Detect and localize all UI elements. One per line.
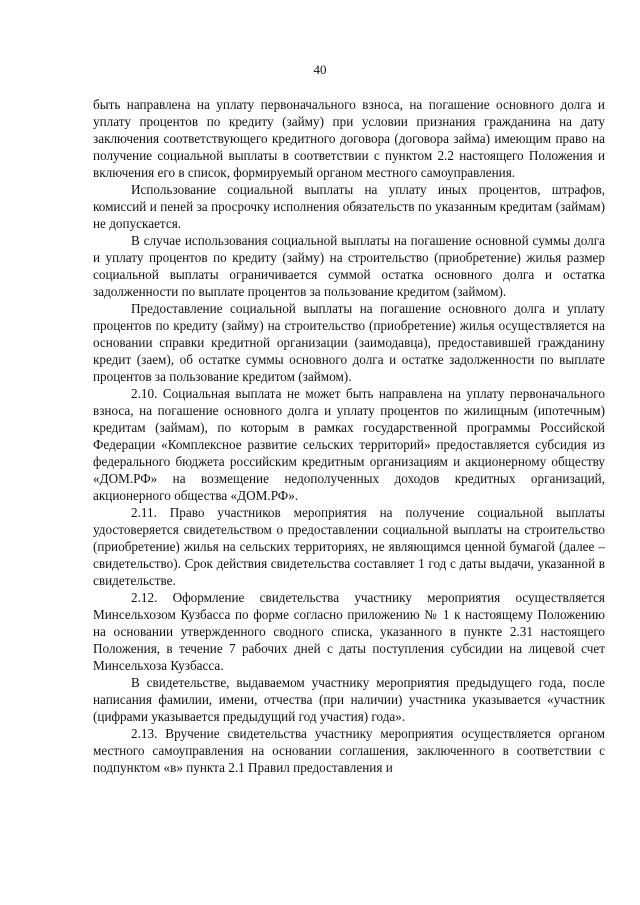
paragraph-2-11: 2.11. Право участников мероприятия на получение социальной выплаты удостоверяется свидетельством о предоставлении социальной выплаты на строительство (приобретение) жилья на сельских территориях, не являющимся ценной бумагой (далее – свидетельство). Срок действия свидетельства составляет 1 год с даты выдачи, указанной в свидетельстве. bbox=[93, 505, 605, 588]
paragraph-2-12: 2.12. Оформление свидетельства участнику мероприятия осуществляется Минсельхозом Кузбасса по форме согласно приложению № 1 к настоящему Положению на основании утвержденного сводного списка, указанного в пункте 2.31 настоящего Положения, в течение 7 рабочих дней с даты поступления субсидии на лицевой счет Минсельхоза Кузбасса. bbox=[93, 590, 605, 673]
paragraph-other-fees: Использование социальной выплаты на уплату иных процентов, штрафов, комиссий и пеней за просрочку исполнения обязательств по указанным кредитам (займам) не допускается. bbox=[93, 182, 605, 231]
paragraph-2-13: 2.13. Вручение свидетельства участнику мероприятия осуществляется органом местного самоуправления на основании соглашения, заключенного в соответствии с подпунктом «в» пункта 2.1 Правил предоставления и bbox=[93, 726, 605, 775]
page-number: 40 bbox=[313, 62, 327, 77]
paragraph-bank-certificate: Предоставление социальной выплаты на погашение основного долга и уплату процентов по кредиту (займу) на строительство (приобретение) жилья осуществляется на основании справки кредитной организации (заимодавца), предоставившей гражданину кредит (заем), об остатке суммы основного долга и остатке задолженности по выплате процентов за пользование кредитом (займом). bbox=[93, 301, 605, 384]
document-body bbox=[93, 96, 605, 776]
paragraph-continuation: быть направлена на уплату первоначального взноса, на погашение основного долга и уплату процентов по кредиту (займу) при условии признания гражданина на дату заключения соответствующего кредитного договора (договора займа) имеющим право на получение социальной выплаты в соответствии с пунктом 2.2 настоящего Положения и включения его в список, формируемый органом местного самоуправления. bbox=[93, 97, 605, 180]
paragraph-prior-year: В свидетельстве, выдаваемом участнику мероприятия предыдущего года, после написания фамилии, имени, отчества (при наличии) участника указывается «участник (цифрами указывается предыдущий год участия) года». bbox=[93, 675, 605, 724]
paragraph-debt-limit: В случае использования социальной выплаты на погашение основной суммы долга и уплату процентов по кредиту (займу) на строительство (приобретение) жилья размер социальной выплаты ограничивается суммой остатка основного долга и остатка задолженности по выплате процентов за пользование кредитом (займом). bbox=[93, 233, 605, 299]
paragraph-2-10: 2.10. Социальная выплата не может быть направлена на уплату первоначального взноса, на погашение основного долга и уплату процентов по жилищным (ипотечным) кредитам (займам), по которым в рамках государственной программы Российской Федерации «Комплексное развитие сельских территорий» предоставляется субсидия из федерального бюджета российским кредитным организациям и акционерному обществу «ДОМ.РФ» на возмещение недополученных доходов кредитных организаций, акционерного общества «ДОМ.РФ». bbox=[93, 386, 605, 503]
